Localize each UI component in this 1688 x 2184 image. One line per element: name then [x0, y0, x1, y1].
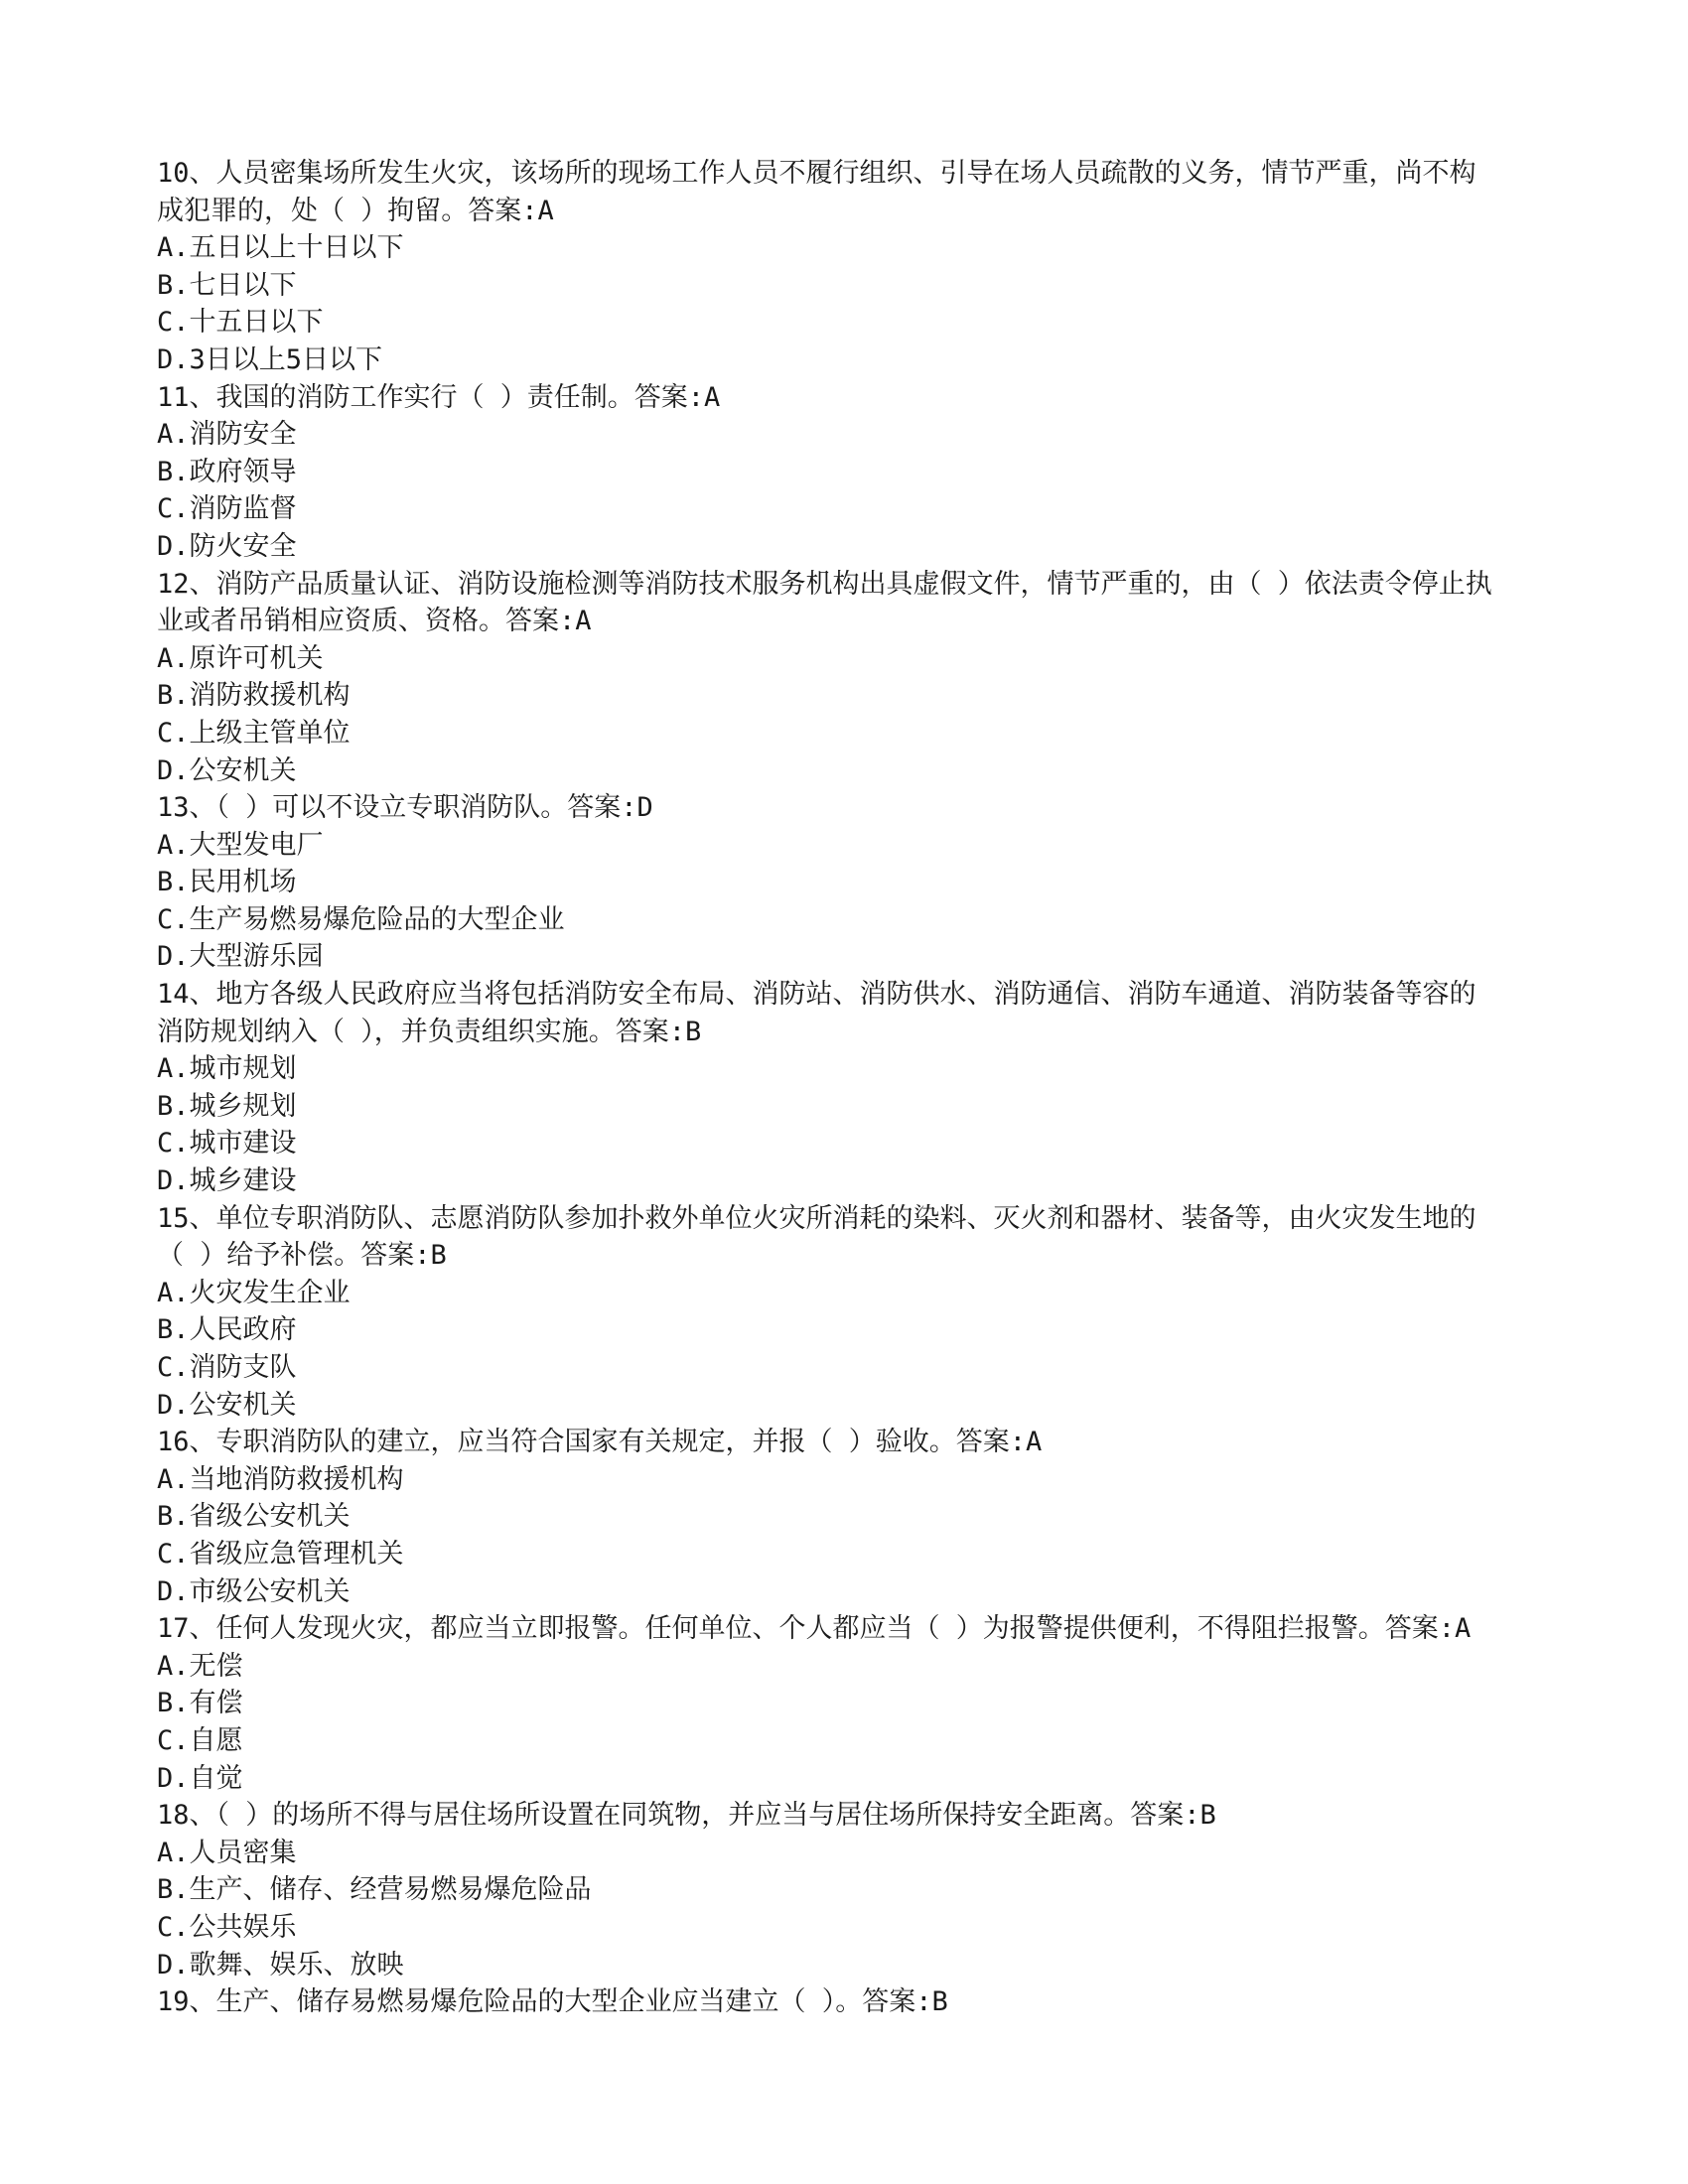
question-text: 19、生产、储存易燃易爆危险品的大型企业应当建立（ ）。答案:B [157, 1986, 948, 2018]
option-list [157, 827, 1547, 976]
option-a: A.原许可机关 [157, 642, 324, 674]
option-list [157, 416, 1547, 565]
option-a: A.无偿 [157, 1650, 243, 1682]
document-page [157, 155, 1547, 2021]
option-b: B.人民政府 [157, 1314, 297, 1346]
question-18 [157, 1797, 1547, 1983]
option-b: B.省级公安机关 [157, 1501, 351, 1533]
question-12 [157, 566, 1547, 790]
option-a: A.火灾发生企业 [157, 1277, 351, 1308]
question-13 [157, 789, 1547, 976]
option-d: D.自觉 [157, 1762, 243, 1794]
option-d: D.大型游乐园 [157, 941, 324, 973]
option-b: B.七日以下 [157, 269, 297, 301]
option-d: D.公安机关 [157, 754, 297, 786]
question-text: （ ）给予补偿。答案:B [157, 1240, 447, 1272]
option-d: D.歌舞、娱乐、放映 [157, 1949, 404, 1980]
question-16 [157, 1424, 1547, 1610]
question-19 [157, 1983, 1547, 2021]
question-17 [157, 1610, 1547, 1797]
option-d: D.市级公安机关 [157, 1575, 351, 1607]
question-11 [157, 379, 1547, 566]
option-list [157, 1835, 1547, 1983]
question-text: 消防规划纳入（ ），并负责组织实施。答案:B [157, 1016, 702, 1047]
option-c: C.上级主管单位 [157, 717, 351, 749]
question-text: 14、地方各级人民政府应当将包括消防安全布局、消防站、消防供水、消防通信、消防车通道、消防装备等容的 [157, 979, 1477, 1011]
option-a: A.当地消防救援机构 [157, 1463, 404, 1495]
option-b: B.民用机场 [157, 867, 297, 898]
option-d: D.公安机关 [157, 1389, 297, 1421]
option-c: C.城市建设 [157, 1128, 297, 1160]
question-14 [157, 976, 1547, 1200]
option-d: D.防火安全 [157, 530, 297, 562]
question-text: 成犯罪的，处（ ）拘留。答案:A [157, 195, 554, 226]
question-text: 18、（ ）的场所不得与居住场所设置在同筑物，并应当与居住场所保持安全距离。答案:B [157, 1800, 1216, 1832]
question-text: 10、人员密集场所发生火灾，该场所的现场工作人员不履行组织、引导在场人员疏散的义务，情节严重，尚不构 [157, 158, 1477, 189]
option-c: C.公共娱乐 [157, 1911, 297, 1943]
option-list [157, 1648, 1547, 1797]
option-b: B.消防救援机构 [157, 680, 351, 712]
option-list [157, 1275, 1547, 1424]
option-a: A.五日以上十日以下 [157, 232, 404, 264]
question-text: 15、单位专职消防队、志愿消防队参加扑救外单位火灾所消耗的染料、灭火剂和器材、装备等，由火灾发生地的 [157, 1202, 1477, 1234]
question-text: 17、任何人发现火灾，都应当立即报警。任何单位、个人都应当（ ）为报警提供便利，不得阻拦报警。答案:A [157, 1613, 1472, 1645]
option-d: D.城乡建设 [157, 1165, 297, 1197]
option-list [157, 640, 1547, 789]
option-c: C.十五日以下 [157, 307, 324, 339]
option-d: D.3日以上5日以下 [157, 343, 383, 375]
option-a: A.消防安全 [157, 419, 297, 451]
option-list [157, 1461, 1547, 1610]
option-list [157, 229, 1547, 378]
option-c: C.消防支队 [157, 1352, 297, 1383]
question-text: 12、消防产品质量认证、消防设施检测等消防技术服务机构出具虚假文件，情节严重的，由（ ）依法责令停止执 [157, 568, 1492, 600]
option-b: B.城乡规划 [157, 1090, 297, 1122]
option-c: C.自愿 [157, 1724, 243, 1756]
option-b: B.政府领导 [157, 456, 297, 487]
question-10 [157, 155, 1547, 379]
option-c: C.省级应急管理机关 [157, 1538, 404, 1570]
question-15 [157, 1200, 1547, 1425]
question-text: 16、专职消防队的建立，应当符合国家有关规定，并报（ ）验收。答案:A [157, 1427, 1043, 1458]
option-c: C.消防监督 [157, 493, 297, 525]
option-a: A.人员密集 [157, 1837, 297, 1868]
question-text: 业或者吊销相应资质、资格。答案:A [157, 606, 592, 637]
question-text: 13、（ ）可以不设立专职消防队。答案:D [157, 792, 653, 824]
option-list [157, 1050, 1547, 1199]
option-b: B.生产、储存、经营易燃易爆危险品 [157, 1874, 592, 1906]
option-c: C.生产易燃易爆危险品的大型企业 [157, 903, 565, 935]
option-a: A.城市规划 [157, 1053, 297, 1085]
question-text: 11、我国的消防工作实行（ ）责任制。答案:A [157, 381, 721, 413]
option-b: B.有偿 [157, 1688, 243, 1719]
option-a: A.大型发电厂 [157, 829, 324, 861]
